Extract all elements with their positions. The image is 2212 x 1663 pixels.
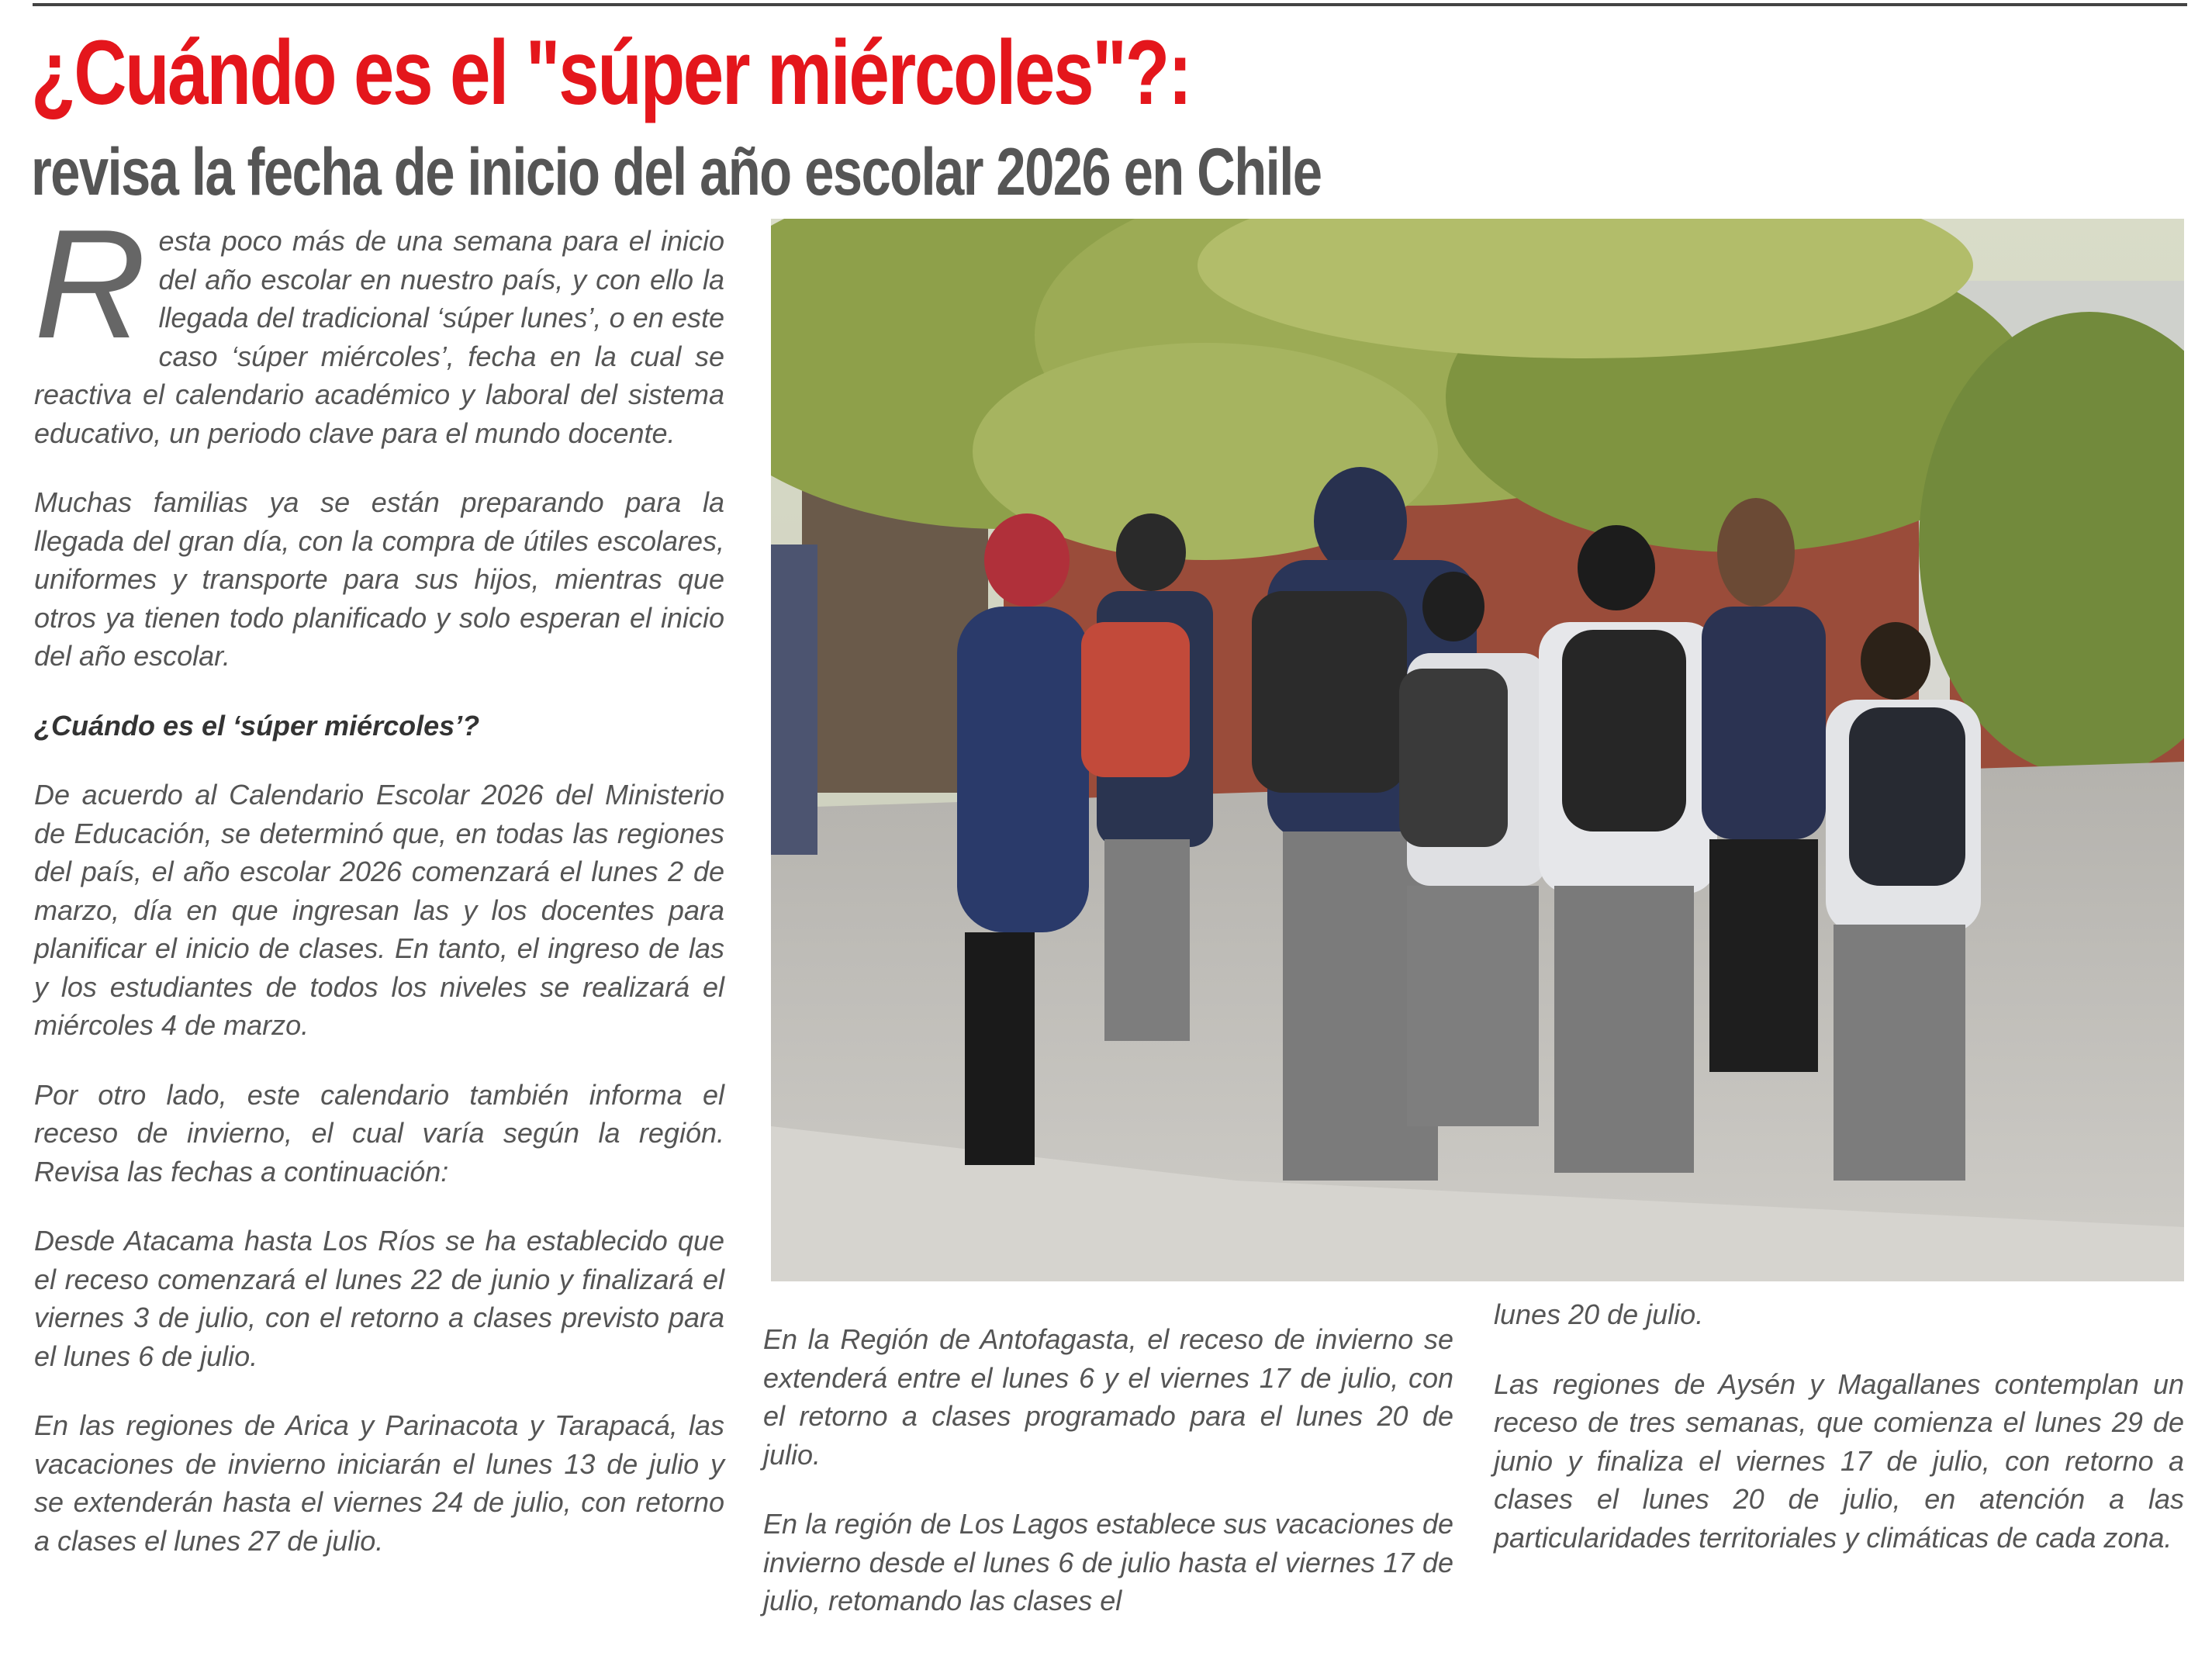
section-subheading: ¿Cuándo es el ‘súper miércoles’?	[34, 709, 480, 742]
subheadline: revisa la fecha de inicio del año escolar 2026 en Chile	[31, 135, 1322, 209]
article-column-3	[1494, 1295, 2184, 1588]
body-paragraph: lunes 20 de julio.	[1494, 1298, 1704, 1330]
article-column-1	[34, 198, 724, 1591]
article-column-2	[763, 1320, 1453, 1651]
body-paragraph: Las regiones de Aysén y Magallanes contemplan un receso de tres semanas, que comienza el lunes 29 de junio y finaliza el viernes 17 de julio, con retorno a clases el lunes 20 de julio, en atención a las particularidades territoriales y climáticas de cada zona.	[1494, 1367, 2184, 1554]
body-paragraph: En las regiones de Arica y Parinacota y Tarapacá, las vacaciones de invierno iniciarán el lunes 13 de julio y se extenderán hasta el viernes 24 de julio, con retorno a clases el lunes 27 de julio.	[34, 1409, 724, 1557]
body-paragraph: Desde Atacama hasta Los Ríos se ha establecido que el receso comenzará el lunes 22 de junio y finalizará el viernes 3 de julio, con el retorno a clases previsto para el lunes 6 de julio.	[34, 1225, 724, 1372]
body-paragraph: En la Región de Antofagasta, el receso de invierno se extenderá entre el lunes 6 y el viernes 17 de julio, con el retorno a clases programado para el lunes 20 de julio.	[763, 1323, 1453, 1471]
top-rule	[33, 3, 2187, 6]
body-paragraph: De acuerdo al Calendario Escolar 2026 del Ministerio de Educación, se determinó que, en todas las regiones del país, el año escolar 2026 comenzará el lunes 2 de marzo, día en que ingresan las y los docentes para planificar el inicio de clases. En tanto, el ingreso de las y los estudiantes de todos los niveles se realizará el miércoles 4 de marzo.	[34, 779, 724, 1041]
intro-paragraph	[34, 198, 724, 452]
intro-text: esta poco más de una semana para el inicio del año escolar en nuestro país, y con ello la llegada del tradicional ‘súper lunes’, o en este caso ‘súper miércoles’, fecha en la cual se reactiva el calendario académico y laboral del sistema educativo, un periodo clave para el mundo docente.	[34, 225, 724, 449]
drop-cap: R	[34, 198, 147, 371]
body-paragraph: Muchas familias ya se están preparando para la llegada del gran día, con la compra de útiles escolares, uniformes y transporte para sus hijos, mientras que otros ya tienen todo planificado y solo esperan el inicio del año escolar.	[34, 486, 724, 672]
body-paragraph: En la región de Los Lagos establece sus vacaciones de invierno desde el lunes 6 de julio hasta el viernes 17 de julio, retomando las clases el	[763, 1508, 1453, 1616]
headline: ¿Cuándo es el "súper miércoles"?:	[31, 22, 1191, 124]
students-walking-photo	[771, 219, 2184, 1281]
body-paragraph: Por otro lado, este calendario también informa el receso de invierno, el cual varía según la región. Revisa las fechas a continuación:	[34, 1078, 724, 1188]
article-photo	[771, 219, 2184, 1281]
